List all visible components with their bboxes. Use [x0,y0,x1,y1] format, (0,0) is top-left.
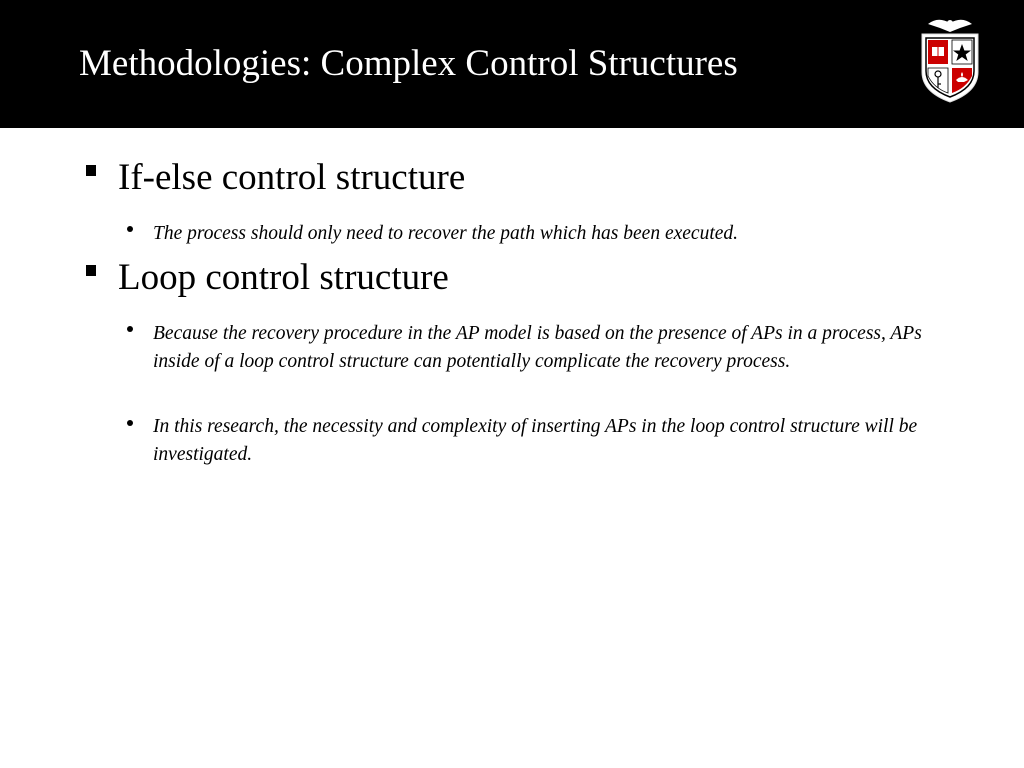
slide-title: Methodologies: Complex Control Structures [79,43,738,84]
bullet-level2-item: In this research, the necessity and complexity of inserting APs in the loop control structure will be investigated. [153,416,918,465]
round-bullet-icon [127,420,133,426]
bullet-level1-item: Loop control structure [118,257,449,298]
bullet-level1-item: If-else control structure [118,157,466,198]
square-bullet-icon [86,165,96,176]
square-bullet-icon [86,265,96,276]
round-bullet-icon [127,326,133,332]
bullet-level2-item: Because the recovery procedure in the AP model is based on the presence of APs in a process, APs inside of a loop control structure can potentially complicate the recovery process. [153,323,922,372]
bullet-level2-item: The process should only need to recover the path which has been executed. [153,223,739,244]
round-bullet-icon [127,226,133,232]
